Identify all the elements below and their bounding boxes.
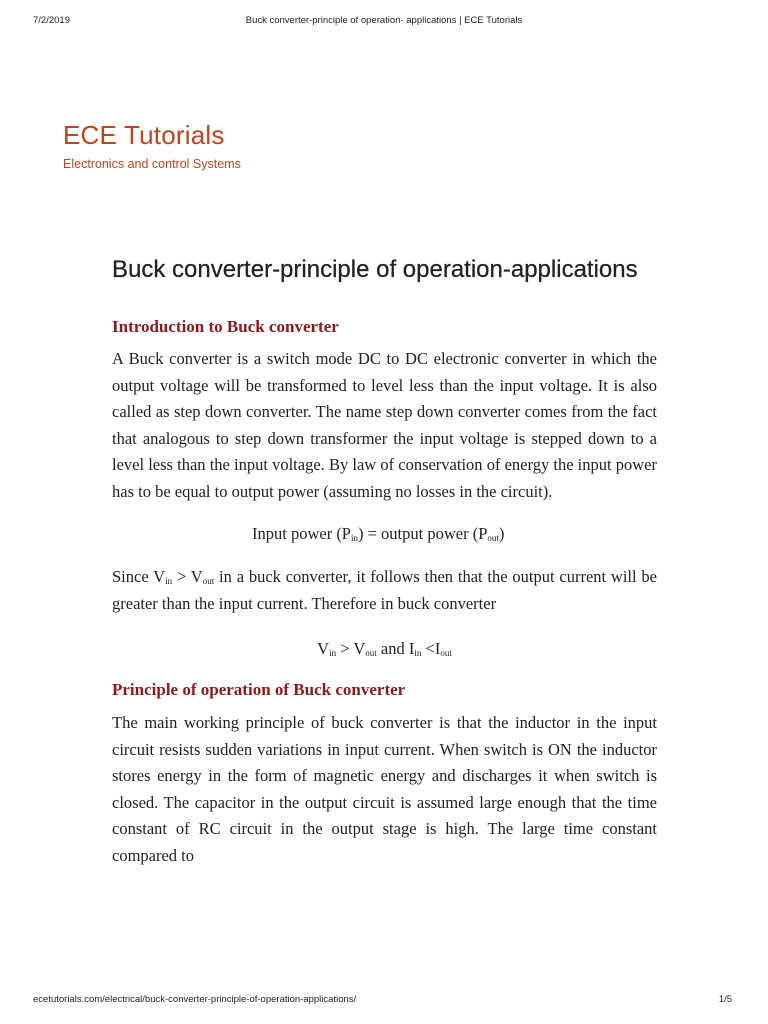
equation-text: V [317, 639, 330, 658]
intro-paragraph: A Buck converter is a switch mode DC to DC electronic converter in which the output voltage will be transformed to level less than the input voltage. It is also called as step down converter. The name step down converter comes from the fact that analogous to step down transformer the input voltage is stepped down to a level less than the input voltage. By law of conservation of energy the input power has to be equal to output power (assuming no losses in the circuit). [112, 349, 657, 501]
equation-text: ) = output power (P [358, 524, 488, 543]
equation-text: <I [421, 639, 441, 658]
equation-text: ) [498, 524, 505, 543]
subscript-out: out [202, 576, 215, 586]
site-tagline: Electronics and control Systems [63, 157, 241, 171]
principle-heading: Principle of operation of Buck converter [112, 680, 406, 699]
site-title[interactable]: ECE Tutorials [63, 120, 225, 150]
voltage-paragraph [112, 564, 657, 617]
principle-paragraph: The main working principle of buck converter is that the inductor in the input circuit resists sudden variations in input current. When switch is ON the inductor stores energy in the form of magnetic energy and discharges it when switch is closed. The capacitor in the output circuit is assumed large enough that the time constant of RC circuit in the output stage is high. The large time constant compared to [112, 713, 657, 865]
subscript-out: out [440, 648, 452, 658]
page-url[interactable]: ecetutorials.com/electrical/buck-converter-principle-of-operation-applications/ [33, 994, 357, 1005]
equation-text: Input power (P [252, 524, 351, 543]
paragraph-text: Since V [112, 567, 166, 586]
page-number: 1/5 [718, 994, 732, 1005]
power-equation [112, 521, 657, 547]
print-page-title: Buck converter-principle of operation- applications | ECE Tutorials [245, 15, 523, 26]
print-footer [0, 994, 768, 1014]
subscript-in: in [165, 576, 173, 586]
article [112, 250, 657, 869]
article-title: Buck converter-principle of operation-applications [112, 256, 638, 283]
equation-text: > V [336, 639, 366, 658]
subscript-in: in [350, 533, 358, 543]
subscript-out: out [487, 533, 499, 543]
paragraph-text: > V [172, 567, 203, 586]
equation-text: and I [376, 639, 415, 658]
intro-heading: Introduction to Buck converter [112, 317, 339, 336]
subscript-in: in [329, 648, 337, 658]
subscript-in: in [414, 648, 422, 658]
subscript-out: out [365, 648, 377, 658]
print-header [0, 15, 768, 35]
paragraph-text: in a buck converter, it follows then that the output current will be greater than the input current. Therefore in buck converter [112, 567, 657, 613]
current-equation [112, 636, 657, 662]
print-date: 7/2/2019 [33, 15, 70, 26]
